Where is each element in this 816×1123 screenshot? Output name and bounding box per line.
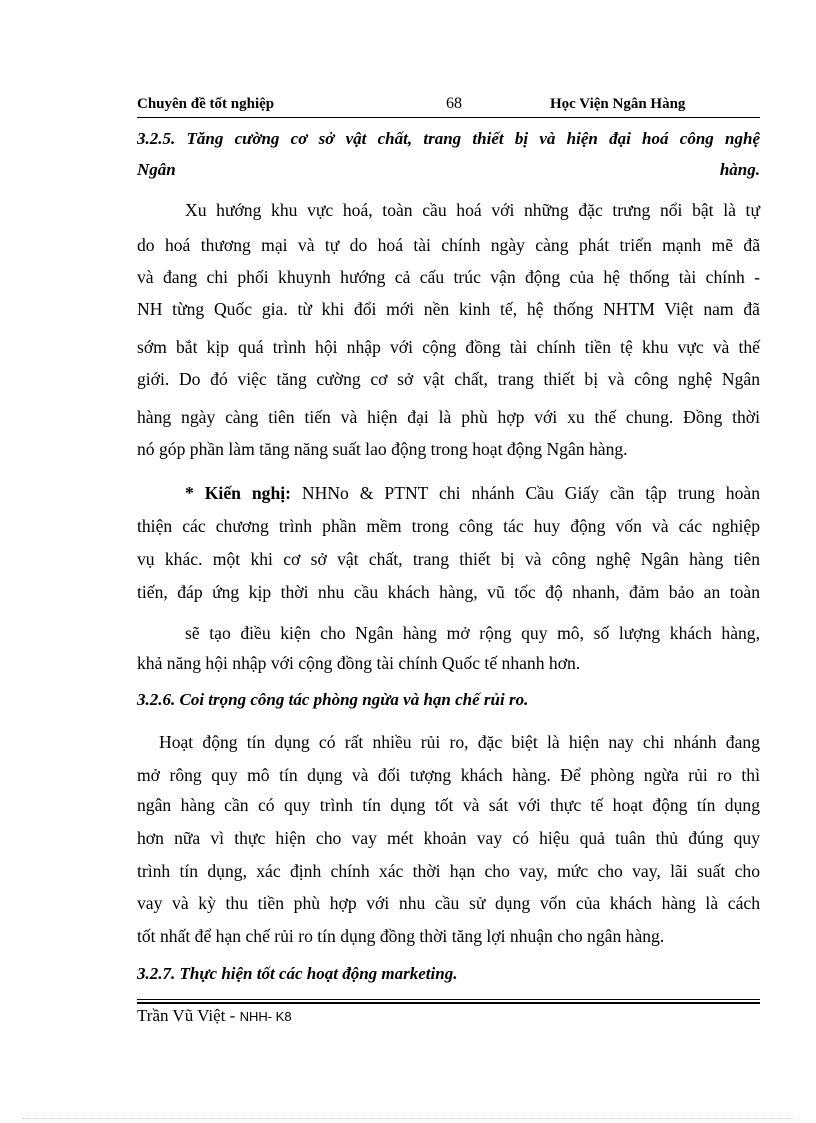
- paragraph-line: nó góp phần làm tăng năng suất lao động trong hoạt động Ngân hàng.: [137, 439, 628, 459]
- header-rule: [137, 117, 760, 118]
- paragraph-line: trình tín dụng, xác định chính xác thời hạn cho vay, mức cho vay, lãi suất cho: [137, 861, 760, 881]
- footer-rule-bottom: [137, 1002, 760, 1004]
- section-327-heading: 3.2.7. Thực hiện tốt các hoạt động marketing.: [137, 964, 458, 983]
- paragraph-line: vay và kỳ thu tiền phù hợp với nhu cầu sử dụng vốn của khách hàng là cách: [137, 893, 760, 913]
- section-325-heading-line1: 3.2.5. Tăng cường cơ sở vật chất, trang thiết bị và hiện đại hoá công nghệ: [137, 129, 760, 148]
- paragraph-line: vụ khác. một khi cơ sở vật chất, trang thiết bị và công nghệ Ngân hàng tiên: [137, 549, 760, 569]
- page-bottom-border: [22, 1118, 794, 1119]
- footer-author: Trần Vũ Việt -: [137, 1006, 240, 1025]
- paragraph-line: hàng ngày càng tiên tiến và hiện đại là phù hợp với xu thế chung. Đồng thời: [137, 407, 760, 427]
- paragraph-line: tốt nhất để hạn chế rủi ro tín dụng đồng thời tăng lợi nhuận cho ngân hàng.: [137, 926, 665, 946]
- paragraph-line: hơn nữa vì thực hiện cho vay mét khoản vay có hiệu quả tuân thủ đúng quy: [137, 828, 760, 848]
- header-right: Học Viện Ngân Hàng: [550, 96, 686, 112]
- section-325-heading-right: hàng.: [719, 160, 760, 179]
- paragraph-line: khả năng hội nhập với cộng đồng tài chính Quốc tế nhanh hơn.: [137, 653, 581, 673]
- recommendation-first-line: [185, 481, 760, 505]
- recommendation-text: NHNo & PTNT chi nhánh Cầu Giấy cần tập trung hoàn: [290, 483, 760, 503]
- section-325-heading-left: Ngân: [137, 160, 176, 179]
- paragraph-line: tiến, đáp ứng kịp thời nhu cầu khách hàng, vũ tốc độ nhanh, đảm bảo an toàn: [137, 582, 760, 602]
- paragraph-line: sớm bắt kịp quá trình hội nhập với cộng đồng tài chính tiền tệ khu vực và thế: [137, 337, 760, 357]
- paragraph-line: và đang chi phối khuynh hướng cả cấu trúc vận động của hệ thống tài chính -: [137, 267, 760, 287]
- footer-rule-top: [137, 999, 760, 1000]
- footer: [137, 1006, 292, 1026]
- recommendation-label: * Kiến nghị:: [185, 483, 291, 503]
- paragraph-line: giới. Do đó việc tăng cường cơ sở vật chất, trang thiết bị và công nghệ Ngân: [137, 369, 760, 389]
- paragraph-line: ngân hàng cần có quy trình tín dụng tốt và sát với thực tế hoạt động tín dụng: [137, 795, 760, 815]
- paragraph-line: mở rông quy mô tín dụng và đối tượng khách hàng. Để phòng ngừa rủi ro thì: [137, 765, 760, 785]
- page-number: 68: [446, 95, 462, 112]
- section-326-heading: 3.2.6. Coi trọng công tác phòng ngừa và hạn chế rủi ro.: [137, 690, 529, 709]
- paragraph-line: Xu hướng khu vực hoá, toàn cầu hoá với những đặc trưng nổi bật là tự: [185, 200, 760, 220]
- section-325-heading-line2: [137, 160, 760, 180]
- footer-class-code: NHH- K8: [239, 1009, 292, 1024]
- paragraph-line: do hoá thương mại và tự do hoá tài chính ngày càng phát triển mạnh mẽ đã: [137, 235, 760, 255]
- paragraph-line: NH từng Quốc gia. từ khi đổi mới nền kinh tế, hệ thống NHTM Việt nam đã: [137, 299, 760, 319]
- header-left: Chuyên đề tốt nghiệp: [137, 96, 275, 112]
- paragraph-line: thiện các chương trình phần mềm trong công tác huy động vốn và các nghiệp: [137, 516, 760, 536]
- paragraph-line: sẽ tạo điều kiện cho Ngân hàng mở rộng quy mô, số lượng khách hàng,: [185, 623, 760, 643]
- paragraph-line: Hoạt động tín dụng có rất nhiều rủi ro, đặc biệt là hiện nay chi nhánh đang: [159, 732, 760, 752]
